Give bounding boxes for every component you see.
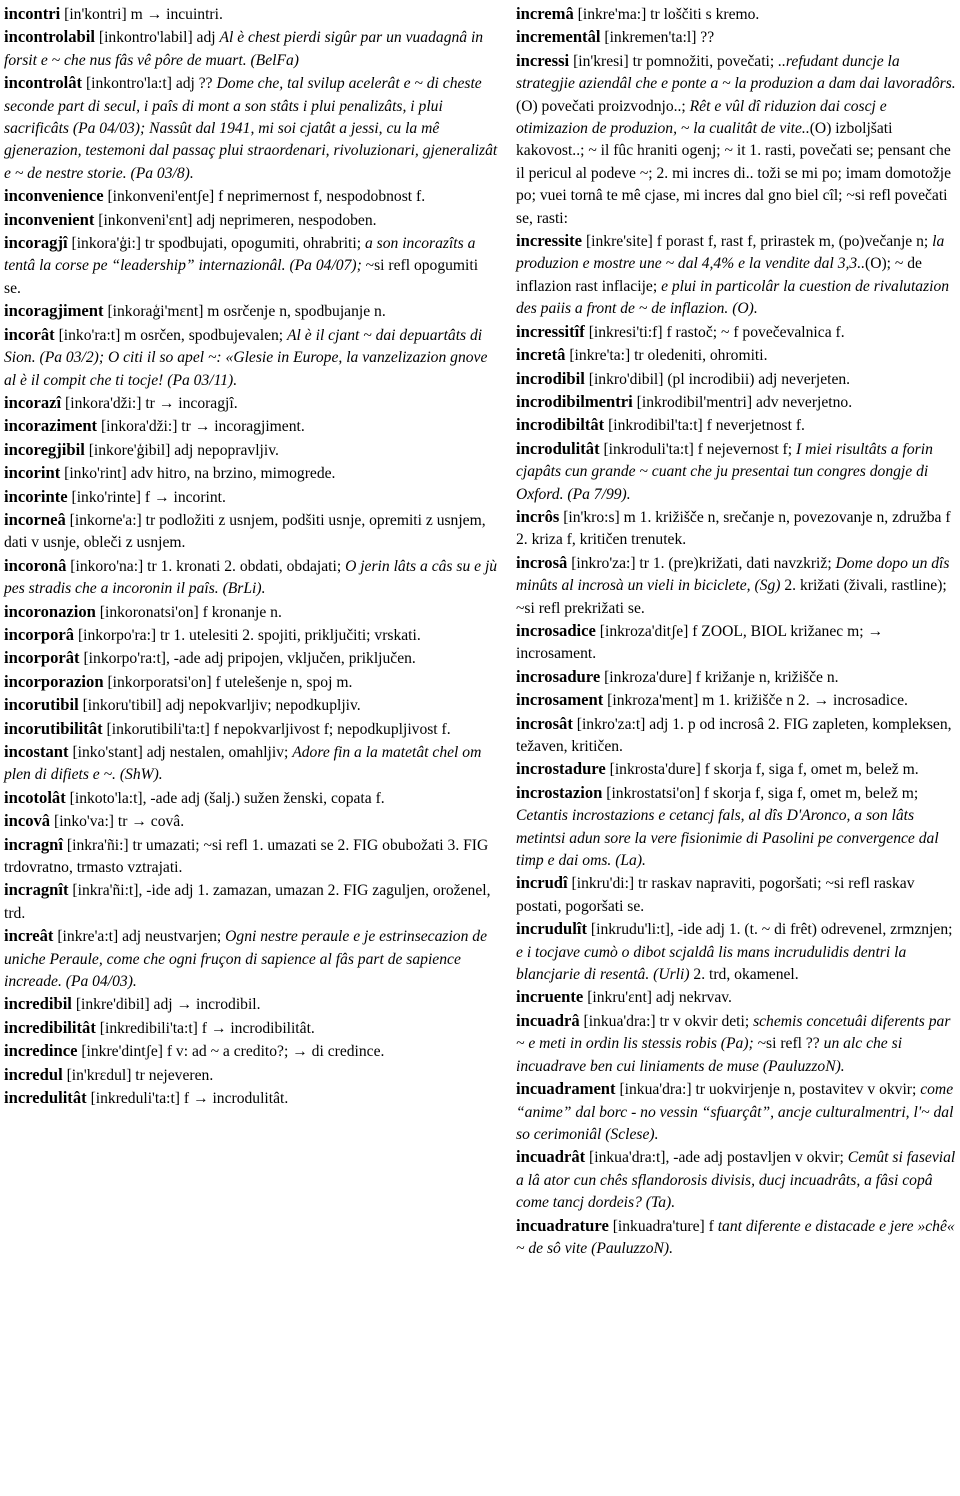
entry-definition: 2. trd, okamenel. — [689, 966, 799, 984]
entry-headword: incuadrament — [516, 1079, 616, 1099]
entry-definition: [inkroza'dure] f križanje n, križišče n. — [600, 668, 839, 686]
entry-headword: incredince — [4, 1041, 78, 1061]
dictionary-entry — [4, 486, 498, 509]
entry-definition: [inko'rinte] f → incorint. — [67, 488, 226, 506]
entry-headword: incragnî — [4, 834, 64, 854]
dictionary-entry — [516, 872, 960, 918]
entry-definition: [inkrostatsi'on] f skorja f, siga f, omet m, belež m; — [602, 784, 919, 802]
entry-definition: [inkorporatsi'on] f utelešenje n, spoj m. — [103, 673, 353, 691]
dictionary-entry — [4, 232, 498, 300]
dictionary-entry — [516, 1010, 960, 1078]
entry-definition: [inkora'dži:] tr → incoragjî. — [61, 394, 238, 412]
entry-headword: incredibilitât — [4, 1017, 96, 1037]
entry-definition: [inkontro'labil] adj — [94, 29, 220, 47]
entry-headword: incredulitât — [4, 1088, 87, 1108]
entry-definition: [inkrosta'dure] f skorja f, siga f, omet m, belež m. — [605, 761, 919, 779]
entry-definition: [inkorutibili'ta:t] f nepokvarljivost f; nepodkupljivost f. — [102, 720, 451, 738]
right-column — [504, 3, 960, 1496]
dictionary-entry — [4, 209, 498, 232]
entry-definition: [in'kro:s] m 1. križišče n, srečanje n, povezovanje n, združba f 2. kriza f, kritičen trenutek. — [516, 508, 951, 549]
entry-definition: [inkora'ģi:] tr spodbujati, opogumiti, ohrabriti; — [67, 235, 365, 253]
entry-definition: [inkuadra'ture] f — [608, 1217, 718, 1235]
entry-headword: incontrolât — [4, 73, 83, 93]
entry-example: schemis concetuâi diferents par ~ e meti in ordin lis stessis robis (Pa); — [516, 1012, 951, 1053]
dictionary-entry — [4, 1017, 498, 1040]
entry-definition: [inkua'dra:t], -ade adj postavljen v okvir; — [585, 1149, 848, 1167]
dictionary-entry — [4, 555, 498, 601]
dictionary-entry — [4, 72, 498, 185]
entry-definition: (O); ~ de inflazion rast inflacije; — [516, 255, 922, 295]
dictionary-entry — [516, 918, 960, 986]
entry-definition: [inkru'di:] tr raskav napraviti, pogoršati; ~si refl raskav postati, pogoršati se. — [516, 875, 915, 915]
dictionary-entry — [516, 552, 960, 620]
entry-headword: incontrolabil — [4, 27, 95, 47]
entry-definition: [inkrudu'li:t], -ide adj 1. (t. ~ di frêt) odrevenel, zrmznjen; — [587, 921, 953, 939]
entry-headword: incoragjiment — [4, 301, 104, 321]
entry-definition: [inkonveni'entʃe] f neprimernost f, nespodobnost f. — [103, 188, 426, 206]
entry-headword: incrodibiltât — [516, 415, 605, 435]
entry-example: Al è il cjant ~ dai depuartâts di Sion. (Pa 03/2); O citi il so apel ~: «Glesie in Europe, la vanzelizazion gnove al è il compit che ti tocje! (Pa 03/11). — [4, 326, 488, 389]
entry-definition: ~si refl ?? — [753, 1035, 824, 1053]
entry-headword: incuadrâ — [516, 1010, 580, 1030]
entry-headword: increât — [4, 926, 54, 946]
entry-definition: [inkua'dra:] tr uokvirjenje n, postavitev v okvir; — [615, 1081, 921, 1099]
dictionary-entry — [4, 185, 498, 208]
entry-definition: [inkrodibil'ta:t] f neverjetnost f. — [604, 417, 805, 435]
entry-definition: [in'krɛdul] tr nejeveren. — [62, 1066, 214, 1084]
entry-definition: [inkrodibil'mentri] adv neverjetno. — [632, 393, 853, 411]
entry-definition: [inkroza'ment] m 1. križišče n 2. → incrosadice. — [603, 692, 908, 710]
entry-definition: [inkorne'a:] tr podložiti z usnjem, podšiti usnje, opremiti z usnjem, dati v usnje, obleči z usnjem. — [4, 511, 486, 552]
entry-example: Cemût si fasevial a lâ ator cun chês sflandorosis divisis, ducj incuadrâts, a fâsi copâ come tancj dordeis? (Ta). — [516, 1149, 956, 1212]
entry-headword: incoragjî — [4, 233, 68, 253]
entry-definition: [inkro'za:] tr 1. (pre)križati, dati navzkriž; — [567, 554, 836, 572]
dictionary-entry — [516, 1078, 960, 1146]
dictionary-entry — [4, 879, 498, 925]
dictionary-entry — [516, 758, 960, 781]
dictionary-entry — [516, 50, 960, 230]
entry-headword: incorporâ — [4, 624, 75, 644]
entry-headword: incorutibil — [4, 695, 79, 715]
entry-headword: incressite — [516, 231, 583, 251]
dictionary-entry — [4, 300, 498, 323]
entry-definition: [inkre'ma:] tr loščiti s kremo. — [573, 6, 760, 23]
entry-headword: incrudî — [516, 873, 568, 893]
entry-headword: incrodibilmentri — [516, 391, 633, 411]
entry-example: Cetantis incrostazions e cetancj fals, al dîs D'Aronco, a son lâts metintsi adun sore la vere fisionimie di Pasolini pe convergence dal timp e dai oms. (La). — [516, 807, 939, 870]
entry-definition: [inko'va:] tr → covâ. — [50, 813, 185, 831]
dictionary-entry — [516, 713, 960, 759]
entry-example: e plui in particolâr la cuestion de rivalutazion des paiis a front de ~ de inflazion. (O). — [516, 277, 950, 318]
entry-definition: [inkore'ģibil] adj nepopravljiv. — [84, 441, 279, 459]
entry-definition: [inkoto'la:t], -ade adj (šalj.) sužen ženski, copata f. — [65, 789, 385, 807]
entry-definition: ~si refl opogumiti se. — [4, 257, 479, 297]
entry-definition: [inkorpo'ra:] tr 1. utelesiti 2. spojiti, priključiti; vrskati. — [74, 626, 421, 644]
entry-headword: incremâ — [516, 4, 574, 23]
entry-definition: [inkoru'tibil] adj nepokvarljiv; nepodkupljiv. — [78, 697, 361, 715]
dictionary-entry — [516, 620, 960, 666]
entry-definition: [inkro'dibil] (pl incrodibii) adj neverjeten. — [584, 370, 851, 388]
dictionary-entry — [4, 1040, 498, 1063]
dictionary-entry — [516, 782, 960, 873]
dictionary-entry — [4, 925, 498, 993]
entry-definition: [inkro'za:t] adj 1. p od incrosâ 2. FIG zapleten, kompleksen, težaven, kritičen. — [516, 715, 952, 755]
entry-definition: [inkroza'ditʃe] f ZOOL, BIOL križanec m; → incrosament. — [516, 622, 884, 663]
dictionary-entry — [516, 986, 960, 1009]
entry-definition: [inkoraģi'mɛnt] m osrčenje n, spodbujanje n. — [103, 303, 386, 321]
entry-headword: incontri — [4, 4, 61, 23]
entry-example: e i tocjave cumò o dibot scjaldâ lis mans incrudulidis dentri la blancjarie di resentâ. (Urli) — [516, 943, 907, 984]
entry-definition: [inkra'ñi:] tr umazati; ~si refl 1. umazati se 2. FIG obubožati 3. FIG trdovratno, trmasto vztrajati. — [4, 836, 489, 877]
dictionary-entry — [4, 462, 498, 485]
entry-definition: [in'kontri] m → incuintri. — [60, 6, 223, 23]
entry-definition: [inkremen'ta:l] ?? — [600, 29, 715, 47]
dictionary-entry — [516, 689, 960, 712]
dictionary-entry — [4, 1064, 498, 1087]
dictionary-entry — [516, 391, 960, 414]
dictionary-entry — [516, 1146, 960, 1214]
entry-headword: incuadrature — [516, 1215, 609, 1235]
entry-headword: incoronazion — [4, 601, 96, 621]
entry-headword: incovâ — [4, 811, 51, 831]
entry-definition: [inkorpo'ra:t], -ade adj pripojen, vključen, priključen. — [79, 650, 416, 668]
entry-headword: incostant — [4, 742, 69, 761]
entry-definition: [inkonveni'ɛnt] adj neprimeren, nespodoben. — [94, 211, 377, 229]
dictionary-entry — [4, 439, 498, 462]
entry-headword: incrodulitât — [516, 438, 600, 458]
entry-headword: incorutibilitât — [4, 718, 103, 738]
entry-definition: [inkre'dintʃe] f v: ad ~ a credito?; → di credince. — [77, 1043, 385, 1061]
entry-headword: incrosament — [516, 690, 604, 710]
entry-definition: [inkru'ɛnt] adj nekrvav. — [583, 989, 732, 1007]
entry-definition: [inko'rint] adv hitro, na brzino, mimogrede. — [60, 465, 336, 483]
entry-headword: incoregjibil — [4, 439, 85, 459]
entry-definition: [inkroduli'ta:t] f nejevernost f; — [599, 440, 796, 458]
entry-definition: [in'kresi] tr pomnožiti, povečati; — [569, 52, 779, 70]
entry-headword: incorint — [4, 463, 61, 483]
entry-headword: incrosât — [516, 713, 573, 733]
dictionary-entry — [516, 506, 960, 552]
dictionary-entry — [4, 993, 498, 1016]
entry-headword: incrosadice — [516, 620, 596, 640]
entry-definition: [inkre'ta:] tr oledeniti, ohromiti. — [565, 347, 768, 365]
entry-headword: incressi — [516, 50, 570, 70]
entry-definition: [inkoro'na:] tr 1. kronati 2. obdati, obdajati; — [66, 557, 346, 575]
entry-example: Ogni nestre peraule e je estrinsecazion de uniche Peraule, come che ogni fruçon di sapience al fâs part de sapience increade. (Pa 04/03). — [4, 928, 488, 991]
entry-example: ..refudant duncje la strategjie aziendâl che e ponte a ~ la produzion a dam dai lavoradôrs. — [516, 52, 956, 93]
entry-definition: [inko'ra:t] m osrčen, spodbujevalen; — [54, 326, 288, 344]
entry-definition: [inkua'dra:] tr v okvir deti; — [579, 1012, 754, 1030]
entry-headword: incressitîf — [516, 321, 585, 341]
entry-example: a son incorazîts a tentâ la corse pe “leadership” internazionâl. (Pa 04/07); — [4, 235, 476, 275]
entry-headword: incrosâ — [516, 552, 568, 572]
entry-definition: [inkontro'la:t] adj ?? — [82, 75, 217, 93]
entry-headword: incuadrât — [516, 1147, 586, 1167]
entry-definition: [inkoronatsi'on] f kronanje n. — [95, 603, 282, 621]
entry-headword: inconvenience — [4, 186, 104, 206]
entry-definition: [inkreduli'ta:t] f → incrodulitât. — [86, 1090, 289, 1108]
entry-headword: incorneâ — [4, 509, 66, 529]
dictionary-entry — [4, 694, 498, 717]
dictionary-entry — [516, 26, 960, 49]
entry-example: Adore fin a la matetât chel om plen di difiets e ~. (ShW). — [4, 744, 482, 784]
dictionary-entry — [516, 666, 960, 689]
dictionary-entry — [4, 392, 498, 415]
dictionary-entry — [4, 741, 498, 787]
entry-definition: 2. križati (živali, rastline); ~si refl prekrižati se. — [516, 577, 947, 617]
entry-headword: incredibil — [4, 994, 72, 1014]
entry-headword: incorinte — [4, 486, 68, 506]
left-column — [4, 3, 504, 1496]
entry-headword: incredul — [4, 1064, 63, 1084]
entry-headword: inconvenient — [4, 209, 95, 229]
entry-example: Rêt e vûl dî riduzion dai coscj e otimizazion de produzion, ~ la cualitât de vite.. — [516, 97, 887, 138]
entry-headword: incrodibil — [516, 368, 585, 388]
dictionary-entry — [4, 324, 498, 392]
entry-example: Dome che, tal svilup acelerât e ~ di cheste seconde part di secul, i paîs di mont a son stâts i plui penalizâts, i plui sacrificâts (Pa 04/03); Nassût dal 1941, mi soi cjatât a jessi, cu la mê gjenerazion, testemoni dal passaç plui straordenari, rivoluzionari, gjeneralizât e ~ de nestre storie. (Pa 03/8). — [4, 75, 498, 182]
entry-definition: [inkre'site] f porast f, rast f, prirastek m, (po)večanje n; — [582, 233, 933, 251]
dictionary-entry — [4, 509, 498, 555]
dictionary-entry — [4, 718, 498, 741]
entry-example: Al è chest pierdi sigûr par un vuadagnâ in forsit e ~ che nus fâs vê pôre de muart. (BelFa) — [4, 29, 484, 69]
entry-example: O jerin lâts a câs su e jù pes stradis che a incoronin il paîs. (BrLi). — [4, 557, 498, 598]
dictionary-entry — [516, 344, 960, 367]
entry-headword: incorporât — [4, 648, 80, 668]
entry-definition: [inkra'ñi:t], -ide adj 1. zamazan, umazan 2. FIG zaguljen, oroženel, trd. — [4, 882, 491, 922]
entry-headword: incorazî — [4, 392, 62, 412]
entry-definition: [inkredibili'ta:t] f → incrodibilitât. — [95, 1019, 315, 1037]
entry-example: la produzion e mostre une ~ dal 4,4% e la vendite dal 3,3.. — [516, 233, 945, 273]
entry-headword: incrostadure — [516, 759, 606, 779]
entry-example: Dome dopo un dîs minûts al incrosà un vieli in biciclete, (Sg) — [516, 554, 950, 595]
dictionary-entry — [4, 787, 498, 810]
dictionary-entry — [4, 647, 498, 670]
entry-headword: incretâ — [516, 345, 566, 365]
entry-example: un alc che si incuadrave ben cui liniaments de muse (PauluzzoN). — [516, 1035, 903, 1075]
entry-definition: [inkora'dži:] tr → incoragjiment. — [97, 418, 305, 436]
dictionary-entry — [516, 438, 960, 506]
entry-headword: incotolât — [4, 787, 66, 807]
dictionary-entry — [4, 810, 498, 833]
dictionary-entry — [4, 26, 498, 72]
entry-headword: incorât — [4, 324, 55, 344]
entry-example: I miei risultâts a forin cjapâts cun grande ~ cuant che ju presentai tun congres dongje di Oxford. (Pa 7/99). — [516, 440, 933, 503]
entry-example: come “anime” dal borc - no vessin “sfuarçât”, ancje culturalmentri, l'~ dal so cerimoniâl (Sclese). — [516, 1081, 954, 1143]
entry-headword: incrôs — [516, 506, 560, 526]
dictionary-entry — [4, 3, 498, 26]
entry-headword: incoraziment — [4, 416, 98, 436]
entry-definition: (O) izboljšati kakovost..; ~ il fûc hraniti ogenj; ~ it 1. rasti, povečati se; pensant che il pericul al podeve ~; 2. mi incres di.. toži se mi po; imam domotožje po; vuei tornâ te mê cjase, mi incres dal gno biel cîl; ~si refl povečati se, rasti: — [516, 120, 952, 227]
dictionary-entry — [4, 671, 498, 694]
dictionary-entry — [4, 415, 498, 438]
dictionary-entry — [516, 368, 960, 391]
entry-headword: incoronâ — [4, 555, 67, 575]
entry-headword: incragnît — [4, 880, 69, 900]
entry-headword: incrosadure — [516, 666, 601, 686]
entry-headword: incorporazion — [4, 671, 104, 691]
dictionary-entry — [516, 3, 960, 26]
entry-definition: [inko'stant] adj nestalen, omahljiv; — [68, 744, 293, 761]
dictionary-entry — [516, 1215, 960, 1261]
entry-definition: [inkresi'ti:f] f rastoč; ~ f povečevalnica f. — [584, 323, 845, 341]
dictionary-entry — [4, 1087, 498, 1110]
dictionary-entry — [4, 601, 498, 624]
entry-definition: [inkre'a:t] adj neustvarjen; — [53, 928, 226, 946]
entry-headword: incrostazion — [516, 782, 603, 802]
entry-headword: incruente — [516, 987, 584, 1007]
entry-definition: (O) povečati proizvodnjo..; — [516, 97, 690, 115]
entry-definition: [inkre'dibil] adj → incrodibil. — [71, 996, 261, 1014]
dictionary-entry — [4, 624, 498, 647]
dictionary-entry — [516, 321, 960, 344]
entry-headword: incrudulît — [516, 919, 588, 939]
dictionary-entry — [516, 230, 960, 321]
dictionary-entry — [516, 414, 960, 437]
entry-headword: incrementâl — [516, 27, 601, 47]
dictionary-entry — [4, 834, 498, 880]
entry-example: tant diferente e distacade e jere »chê« ~ de sô vite (PauluzzoN). — [516, 1217, 955, 1257]
